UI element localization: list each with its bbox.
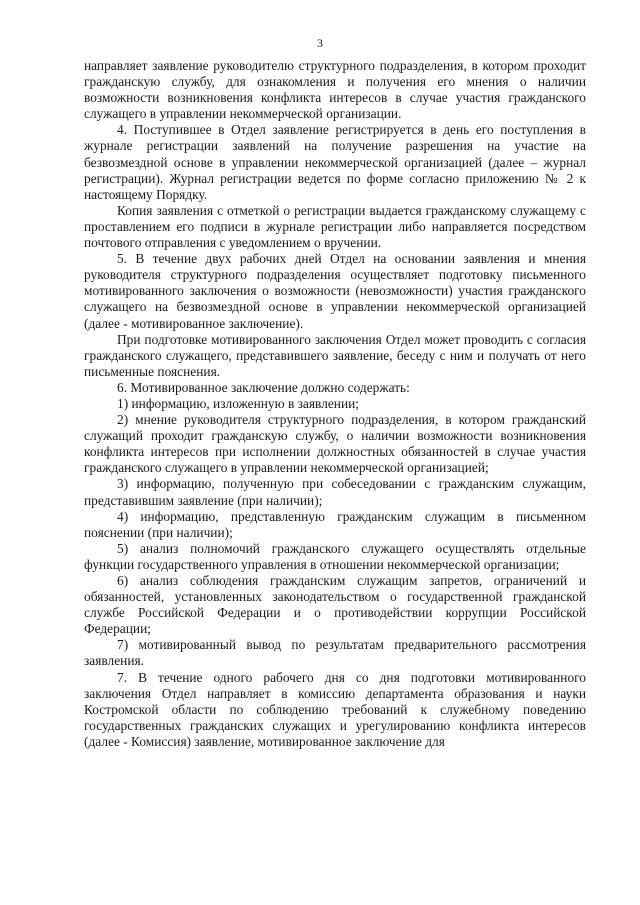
list-item-7: 7) мотивированный вывод по результатам предварительного рассмотрения заявления. bbox=[84, 637, 586, 669]
paragraph-interview: При подготовке мотивированного заключения Отдел может проводить с согласия гражданского служащего, представившего заявление, беседу с ним и получать от него письменные пояснения. bbox=[84, 331, 586, 379]
document-body bbox=[84, 58, 586, 750]
page-number: 3 bbox=[317, 36, 323, 50]
paragraph-copy-of-application: Копия заявления с отметкой о регистрации выдается гражданскому служащему с проставлением его подписи в журнале регистрации либо направляется посредством почтового отправления с уведомлением о вручении. bbox=[84, 202, 586, 251]
list-item-2: 2) мнение руководителя структурного подразделения, в котором гражданский служащий проходит гражданскую службу, о наличии возможности возникновения конфликта интересов при исполнении должностных обязанностей в случае участия гражданского служащего в управлении некоммерческой организацией; bbox=[84, 412, 586, 476]
list-item-3: 3) информацию, полученную при собеседовании с гражданским служащим, представившим заявление (при наличии); bbox=[84, 476, 586, 508]
list-item-5: 5) анализ полномочий гражданского служащего осуществлять отдельные функции государственного управления в отношении некоммерческой организации; bbox=[84, 540, 586, 572]
list-item-6: 6) анализ соблюдения гражданским служащим запретов, ограничений и обязанностей, установленных законодательством о государственной гражданской службе Российской Федерации и о противодействии коррупции Российской Федерации; bbox=[84, 573, 586, 637]
list-item-4: 4) информацию, представленную гражданским служащим в письменном пояснении (при наличии); bbox=[84, 508, 586, 540]
paragraph-item-5-conclusion: 5. В течение двух рабочих дней Отдел на основании заявления и мнения руководителя структурного подразделения осуществляет подготовку письменного мотивированного заключения о возможности (невозможности) участия гражданского служащего на безвозмездной основе в управлении некоммерческой организацией (далее - мотивированное заключение). bbox=[84, 251, 586, 331]
paragraph-item-7-commission: 7. В течение одного рабочего дня со дня подготовки мотивированного заключения Отдел направляет в комиссию департамента образования и науки Костромской области по соблюдению требований к служебному поведению государственных гражданских служащих и урегулированию конфликта интересов (далее - Комиссия) заявление, мотивированное заключение для bbox=[84, 669, 586, 749]
paragraph-item-6-contents: 6. Мотивированное заключение должно содержать: bbox=[117, 379, 410, 395]
paragraph-item-4-registration: 4. Поступившее в Отдел заявление регистрируется в день его поступления в журнале регистрации заявлений на получение разрешения на участие на безвозмездной основе в управлении некоммерческой организацией (далее – журнал регистрации). Журнал регистрации ведется по форме согласно приложению № 2 к настоящему Порядку. bbox=[84, 122, 586, 202]
list-item-1: 1) информацию, изложенную в заявлении; bbox=[117, 395, 360, 411]
paragraph-continuation: направляет заявление руководителю структурного подразделения, в котором проходит гражданскую службу, для ознакомления и получения его мнения о наличии возможности возникновения конфликта интересов в случае участия гражданского служащего в управлении некоммерческой организации. bbox=[84, 58, 586, 122]
